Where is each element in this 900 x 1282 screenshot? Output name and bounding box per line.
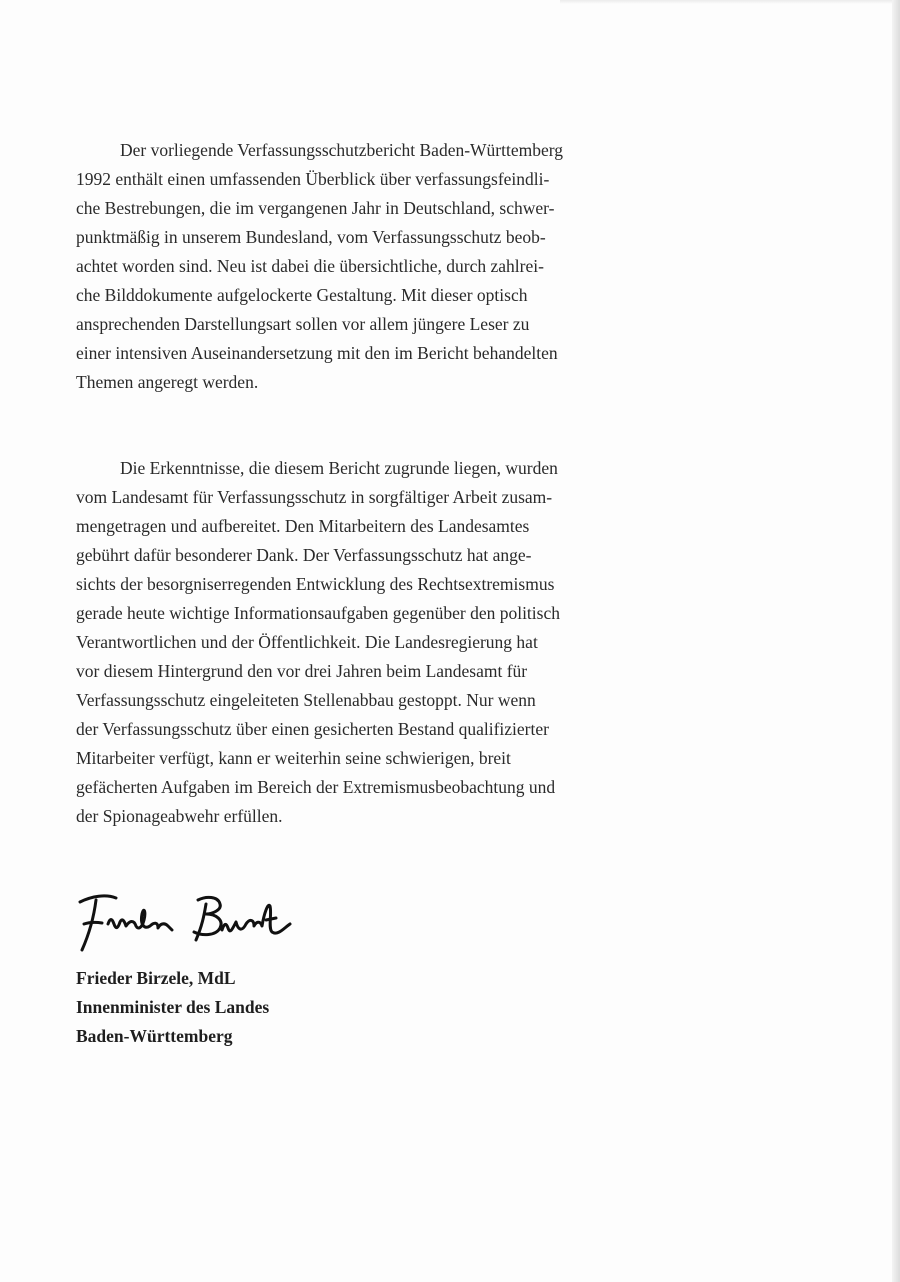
signatory-state: Baden-Württemberg <box>76 1026 233 1046</box>
signature-block <box>76 964 269 1051</box>
paragraph-1 <box>76 136 624 397</box>
paragraph-1-line: achtet worden sind. Neu ist dabei die übersichtliche, durch zahlrei- <box>76 256 544 276</box>
paragraph-2-line: vor diesem Hintergrund den vor drei Jahren beim Landesamt für <box>76 661 528 681</box>
paragraph-2-line: der Spionageabwehr erfüllen. <box>76 806 283 826</box>
paragraph-2-line: vom Landesamt für Verfassungsschutz in sorgfältiger Arbeit zusam- <box>76 487 553 507</box>
paragraph-2-line: mengetragen und aufbereitet. Den Mitarbeitern des Landesamtes <box>76 516 530 536</box>
scan-edge-top <box>560 0 900 4</box>
paragraph-1-line: punktmäßig in unserem Bundesland, vom Verfassungsschutz beob- <box>76 227 546 247</box>
paragraph-1-line: 1992 enthält einen umfassenden Überblick über verfassungsfeindli- <box>76 169 550 189</box>
handwritten-signature <box>70 884 310 956</box>
paragraph-2-line: Die Erkenntnisse, die diesem Bericht zugrunde liegen, wurden <box>120 458 558 478</box>
paragraph-2-line: gebührt dafür besonderer Dank. Der Verfassungsschutz hat ange- <box>76 545 532 565</box>
paragraph-2-line: Verfassungsschutz eingeleiteten Stellenabbau gestoppt. Nur wenn <box>76 690 536 710</box>
paragraph-2-line: Mitarbeiter verfügt, kann er weiterhin seine schwierigen, breit <box>76 748 511 768</box>
paragraph-2-line: gefächerten Aufgaben im Bereich der Extremismusbeobachtung und <box>76 777 556 797</box>
paragraph-1-line: Themen angeregt werden. <box>76 372 259 392</box>
paragraph-1-line: che Bilddokumente aufgelockerte Gestaltung. Mit dieser optisch <box>76 285 528 305</box>
paragraph-2-line: der Verfassungsschutz über einen gesicherten Bestand qualifizierter <box>76 719 549 739</box>
paragraph-2 <box>76 454 624 831</box>
paragraph-1-line: ansprechenden Darstellungsart sollen vor allem jüngere Leser zu <box>76 314 530 334</box>
paragraph-2-line: gerade heute wichtige Informationsaufgaben gegenüber den politisch <box>76 603 560 623</box>
signatory-title: Innenminister des Landes <box>76 997 270 1017</box>
paragraph-1-line: einer intensiven Auseinandersetzung mit den im Bericht behandelten <box>76 343 558 363</box>
scan-edge-right <box>892 0 900 1282</box>
paragraph-2-line: Verantwortlichen und der Öffentlichkeit. Die Landesregierung hat <box>76 632 538 652</box>
paragraph-1-line: Der vorliegende Verfassungsschutzbericht Baden-Württemberg <box>120 140 564 160</box>
paragraph-2-line: sichts der besorgniserregenden Entwicklung des Rechtsextremismus <box>76 574 555 594</box>
paragraph-1-line: che Bestrebungen, die im vergangenen Jahr in Deutschland, schwer- <box>76 198 555 218</box>
signatory-name: Frieder Birzele, MdL <box>76 968 236 988</box>
